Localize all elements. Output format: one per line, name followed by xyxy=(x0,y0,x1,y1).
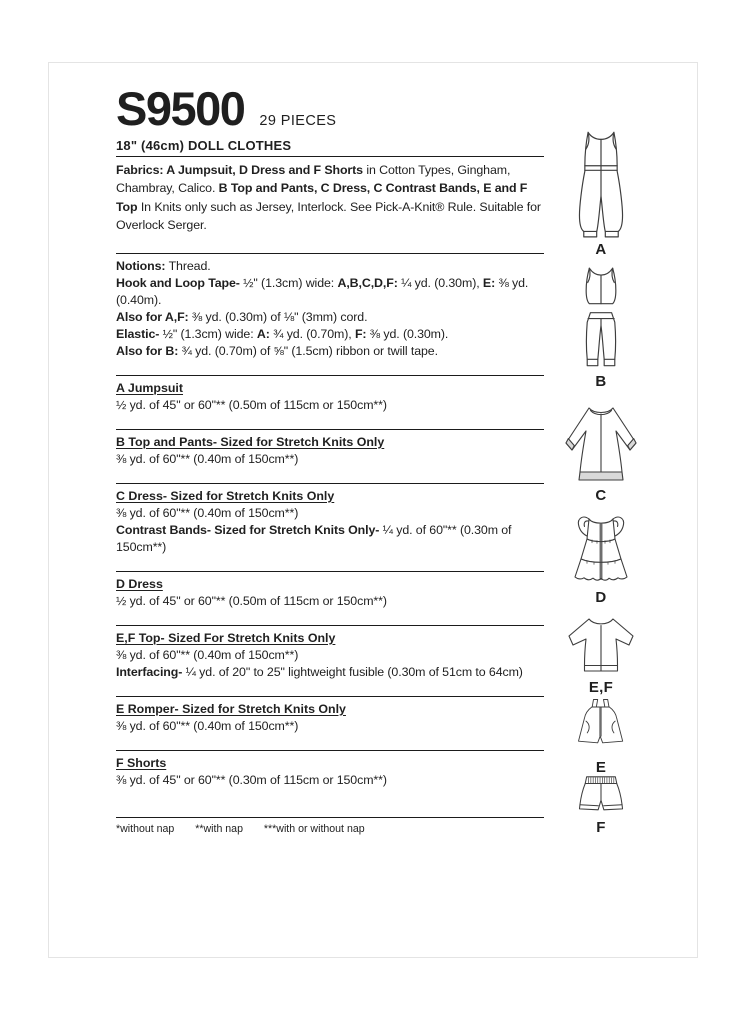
garment-illustrations-column xyxy=(546,63,656,959)
pattern-envelope-back-page xyxy=(48,62,698,958)
figure-b xyxy=(546,265,656,390)
shorts-line-art-icon xyxy=(568,773,634,817)
figure-label: F xyxy=(596,819,606,836)
figure-f xyxy=(546,773,656,836)
figure-d xyxy=(546,511,656,606)
notions-line: Elastic- ½" (1.3cm) wide: A: ¾ yd. (0.70m), F: ⅜ yd. (0.30m). xyxy=(116,326,449,341)
section-title: E Romper- Sized for Stretch Knits Only xyxy=(116,701,346,716)
yardage-line: Contrast Bands- Sized for Stretch Knits Only- ¼ yd. of 60"** (0.30m of 150cm**) xyxy=(116,522,512,554)
figure-label: A xyxy=(595,241,607,258)
section-title: D Dress xyxy=(116,576,163,591)
section-ef-top xyxy=(116,625,544,681)
yardage-line: ⅜ yd. of 45" or 60"** (0.30m of 115cm or 150cm**) xyxy=(116,772,387,787)
banded-dress-line-art-icon xyxy=(553,403,649,485)
notions-line: Also for A,F: ⅜ yd. (0.30m) of ⅛" (3mm) cord. xyxy=(116,309,368,324)
figure-label: B xyxy=(595,373,607,390)
figure-a xyxy=(546,127,656,258)
figure-label: E,F xyxy=(588,679,614,696)
section-title: F Shorts xyxy=(116,755,167,770)
figure-label: E xyxy=(595,759,607,776)
figure-ef xyxy=(546,615,656,696)
pattern-number: S9500 xyxy=(116,82,245,135)
nap-footnote xyxy=(116,817,544,835)
figure-label: D xyxy=(595,589,607,606)
yardage-line: ⅜ yd. of 60"** (0.40m of 150cm**) xyxy=(116,718,299,733)
yardage-line: ⅜ yd. of 60"** (0.40m of 150cm**) xyxy=(116,451,299,466)
romper-line-art-icon xyxy=(561,697,641,757)
figure-label: C xyxy=(595,487,607,504)
notions-section xyxy=(116,253,544,360)
section-b-top-and-pants xyxy=(116,429,544,468)
yardage-line: ⅜ yd. of 60"** (0.40m of 150cm**) xyxy=(116,647,299,662)
text-column xyxy=(116,82,544,835)
figure-c xyxy=(546,403,656,504)
jumpsuit-line-art-icon xyxy=(565,127,637,239)
yardage-line: ⅜ yd. of 60"** (0.40m of 150cm**) xyxy=(116,505,299,520)
section-f-shorts xyxy=(116,750,544,789)
section-title: C Dress- Sized for Stretch Knits Only xyxy=(116,488,335,503)
tiered-dress-line-art-icon xyxy=(559,511,643,587)
footnote-item: **with nap xyxy=(195,822,243,835)
header-rule xyxy=(116,156,544,157)
yardage-line: ½ yd. of 45" or 60"** (0.50m of 115cm or 150cm**) xyxy=(116,593,387,608)
section-title: E,F Top- Sized For Stretch Knits Only xyxy=(116,630,336,645)
top-line-art-icon xyxy=(559,615,643,677)
notions-line: Also for B: ¾ yd. (0.70m) of ⅝" (1.5cm) ribbon or twill tape. xyxy=(116,343,438,358)
yardage-line: ½ yd. of 45" or 60"** (0.50m of 115cm or 150cm**) xyxy=(116,397,387,412)
notions-line: Hook and Loop Tape- ½" (1.3cm) wide: A,B,C,D,F: ¼ yd. (0.30m), E: ⅜ yd. (0.40m). xyxy=(116,275,529,307)
page-title: 18" (46cm) DOLL CLOTHES xyxy=(116,138,292,153)
figure-e xyxy=(546,697,656,776)
section-c-dress xyxy=(116,483,544,556)
pieces-count: 29 PIECES xyxy=(259,113,337,129)
footnote-item: ***with or without nap xyxy=(263,822,365,835)
yardage-line: Interfacing- ¼ yd. of 20" to 25" lightweight fusible (0.30m of 51cm to 64cm) xyxy=(116,664,523,679)
fabrics-paragraph: Fabrics: A Jumpsuit, D Dress and F Shorts in Cotton Types, Gingham, Chambray, Calico. B Top and Pants, C Dress, C Contrast Bands, E and F Top In Knits only such as Jersey, Interlock. See Pick-A-Knit® Rule. Suitable for Overlock Serger. xyxy=(116,163,541,233)
header xyxy=(116,82,544,135)
section-title: B Top and Pants- Sized for Stretch Knits Only xyxy=(116,434,385,449)
section-a-jumpsuit xyxy=(116,375,544,414)
section-e-romper xyxy=(116,696,544,735)
top-and-pants-line-art-icon xyxy=(566,265,636,371)
notions-line: Notions: Thread. xyxy=(116,258,211,273)
section-title: A Jumpsuit xyxy=(116,380,184,395)
section-d-dress xyxy=(116,571,544,610)
footnote-item: *without nap xyxy=(116,822,175,835)
